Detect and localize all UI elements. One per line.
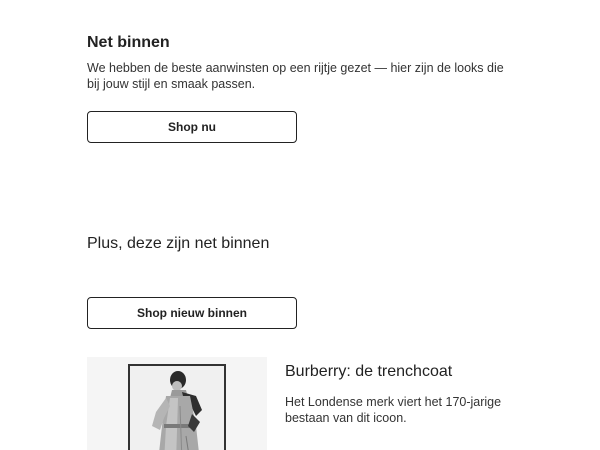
shop-now-button[interactable]: Shop nu [87, 111, 297, 143]
feature-card-image[interactable] [87, 357, 267, 450]
feature-card-description: Het Londense merk viert het 170-jarige bestaan van dit icoon. [285, 395, 502, 425]
section-description: We hebben de beste aanwinsten op een rijtje gezet — hier zijn de looks die bij jouw stijl en smaak passen. [87, 61, 504, 91]
shop-new-in-button[interactable]: Shop nieuw binnen [87, 297, 297, 329]
new-in-heading: Plus, deze zijn net binnen [87, 235, 270, 252]
model-silhouette-icon [130, 366, 224, 450]
feature-card-title[interactable]: Burberry: de trenchcoat [285, 363, 453, 380]
trenchcoat-photo [128, 364, 226, 450]
section-title-net-binnen: Net binnen [87, 34, 170, 51]
